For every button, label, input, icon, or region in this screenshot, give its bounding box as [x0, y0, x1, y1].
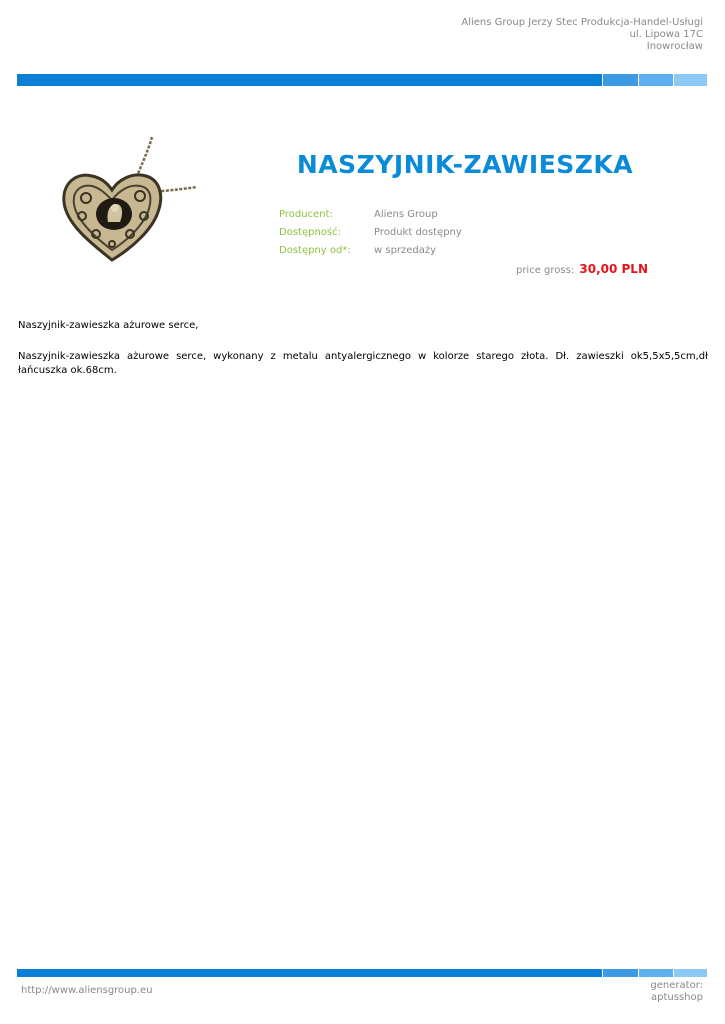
property-value: w sprzedaży [374, 245, 437, 256]
property-row-producer [279, 208, 462, 226]
price-label: price gross: [515, 265, 575, 276]
footer-divider-bar [17, 969, 707, 977]
generator-name: aptusshop [651, 992, 703, 1003]
property-label: Producent: [279, 209, 333, 220]
price [516, 262, 648, 276]
price-value: 30,00 PLN [579, 262, 648, 276]
header-divider-bar [17, 74, 707, 86]
property-label: Dostępność: [279, 227, 341, 238]
generator-label: generator: [650, 980, 703, 991]
property-row-available-from [279, 244, 462, 262]
property-row-availability [279, 226, 462, 244]
heart-pendant-necklace-image [52, 132, 202, 272]
product-properties [279, 208, 462, 262]
description-long: Naszyjnik-zawieszka ażurowe serce, wykonany z metalu antyalergicznego w kolorze starego złota. Dł. zawieszki ok5,5x5,5cm,dł łańcuszka ok.68cm. [18, 351, 708, 376]
property-value: Produkt dostępny [374, 227, 462, 238]
description-short: Naszyjnik-zawieszka ażurowe serce, [18, 320, 199, 331]
company-name: Aliens Group Jerzy Stec Produkcja-Handel-Usługi [461, 17, 703, 28]
company-city: Inowrocław [646, 41, 703, 52]
company-street: ul. Lipowa 17C [629, 29, 703, 40]
product-title: NASZYJNIK-ZAWIESZKA [296, 150, 634, 179]
property-label: Dostępny od*: [279, 245, 351, 256]
company-info [461, 17, 703, 53]
property-value: Aliens Group [374, 209, 438, 220]
footer-generator [650, 980, 703, 1004]
footer-url: http://www.aliensgroup.eu [21, 985, 153, 996]
